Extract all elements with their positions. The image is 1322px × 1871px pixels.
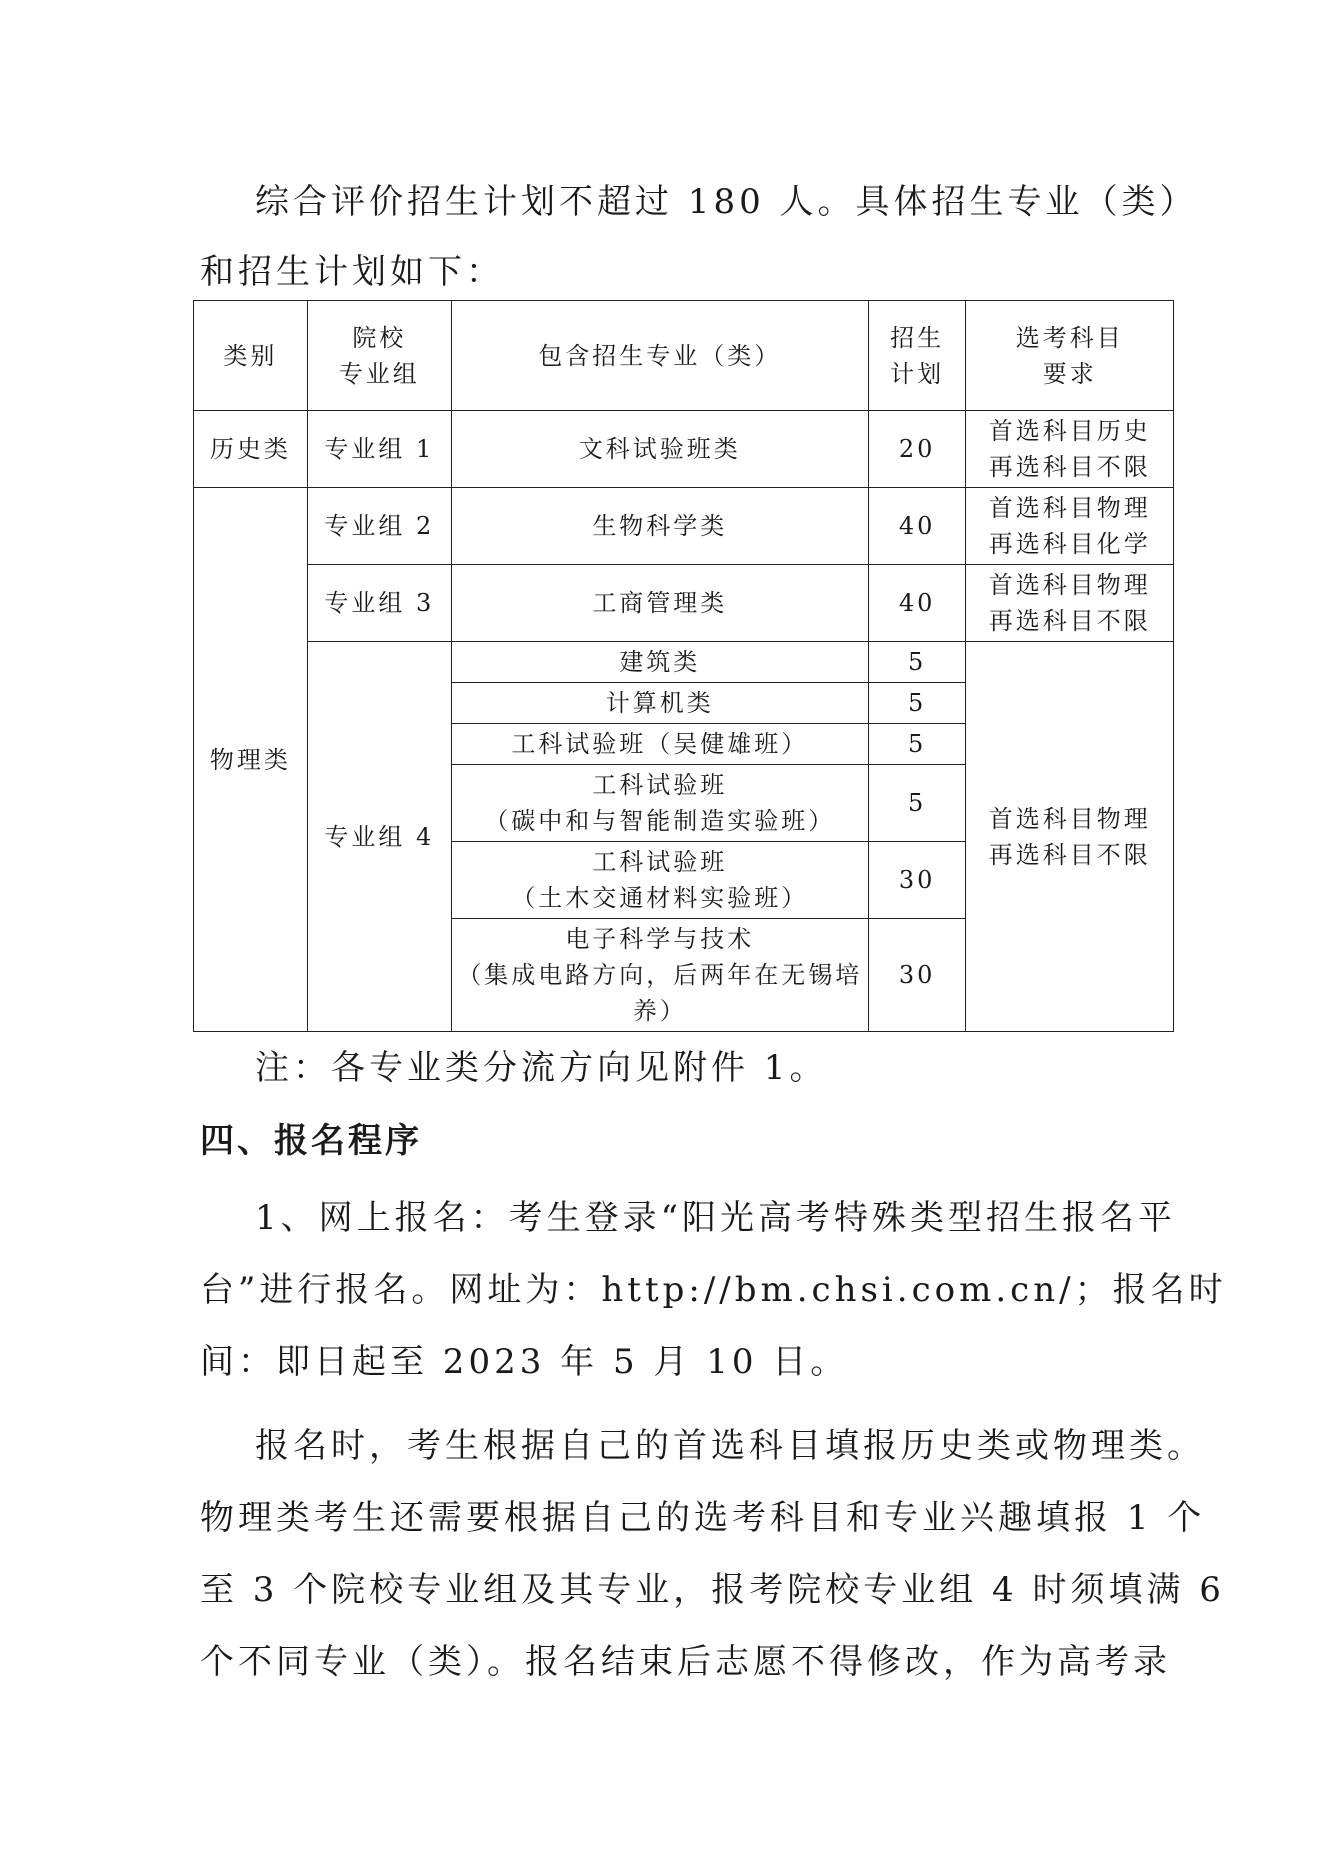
history-group: 专业组 1 bbox=[307, 411, 451, 488]
g4-plan: 5 bbox=[868, 724, 966, 765]
history-major: 文科试验班类 bbox=[451, 411, 868, 488]
para2-line-4: 个不同专业（类）。报名结束后志愿不得修改，作为高考录 bbox=[200, 1642, 1171, 1682]
g4-major: 工科试验班（吴健雄班） bbox=[451, 724, 868, 765]
table-row bbox=[194, 488, 1174, 565]
table-row bbox=[194, 411, 1174, 488]
g2-plan: 40 bbox=[868, 488, 966, 565]
table-header-row bbox=[194, 301, 1174, 411]
physics-category: 物理类 bbox=[194, 488, 308, 1032]
g4-plan: 5 bbox=[868, 683, 966, 724]
table-row bbox=[194, 642, 1174, 683]
g4-plan: 30 bbox=[868, 919, 966, 1032]
intro-line-2: 和招生计划如下： bbox=[200, 252, 504, 292]
section-heading: 四、报名程序 bbox=[200, 1121, 422, 1161]
table-note: 注：各专业类分流方向见附件 1。 bbox=[255, 1048, 828, 1088]
para2-line-3: 至 3 个院校专业组及其专业，报考院校专业组 4 时须填满 6 bbox=[200, 1570, 1225, 1610]
step1-line-1: 1、网上报名：考生登录“阳光高考特殊类型招生报名平 bbox=[255, 1198, 1177, 1238]
history-category: 历史类 bbox=[194, 411, 308, 488]
g4-major: 计算机类 bbox=[451, 683, 868, 724]
g4-group: 专业组 4 bbox=[307, 642, 451, 1032]
para2-line-2: 物理类考生还需要根据自己的选考科目和专业兴趣填报 1 个 bbox=[200, 1498, 1206, 1538]
g4-major: 工科试验班 （土木交通材料实验班） bbox=[451, 842, 868, 919]
header-category: 类别 bbox=[194, 301, 308, 411]
history-plan: 20 bbox=[868, 411, 966, 488]
g3-group: 专业组 3 bbox=[307, 565, 451, 642]
g3-major: 工商管理类 bbox=[451, 565, 868, 642]
g4-major: 建筑类 bbox=[451, 642, 868, 683]
g4-plan: 5 bbox=[868, 765, 966, 842]
g2-group: 专业组 2 bbox=[307, 488, 451, 565]
intro-line-1: 综合评价招生计划不超过 180 人。具体招生专业（类） bbox=[255, 182, 1198, 222]
g2-major: 生物科学类 bbox=[451, 488, 868, 565]
g4-subjects: 首选科目物理 再选科目不限 bbox=[966, 642, 1174, 1032]
g4-major: 电子科学与技术 （集成电路方向，后两年在无锡培 养） bbox=[451, 919, 868, 1032]
header-majors: 包含招生专业（类） bbox=[451, 301, 868, 411]
table-row bbox=[194, 565, 1174, 642]
g3-plan: 40 bbox=[868, 565, 966, 642]
g4-major: 工科试验班 （碳中和与智能制造实验班） bbox=[451, 765, 868, 842]
enrollment-plan-table bbox=[193, 300, 1174, 1032]
para2-line-1: 报名时，考生根据自己的首选科目填报历史类或物理类。 bbox=[255, 1426, 1205, 1466]
g4-plan: 5 bbox=[868, 642, 966, 683]
header-subjects: 选考科目 要求 bbox=[966, 301, 1174, 411]
header-plan: 招生 计划 bbox=[868, 301, 966, 411]
g2-subjects: 首选科目物理 再选科目化学 bbox=[966, 488, 1174, 565]
step1-line-2: 台”进行报名。网址为：http://bm.chsi.com.cn/；报名时 bbox=[200, 1270, 1227, 1310]
g3-subjects: 首选科目物理 再选科目不限 bbox=[966, 565, 1174, 642]
g4-plan: 30 bbox=[868, 842, 966, 919]
history-subjects: 首选科目历史 再选科目不限 bbox=[966, 411, 1174, 488]
step1-line-3: 间：即日起至 2023 年 5 月 10 日。 bbox=[200, 1342, 849, 1382]
header-group: 院校 专业组 bbox=[307, 301, 451, 411]
